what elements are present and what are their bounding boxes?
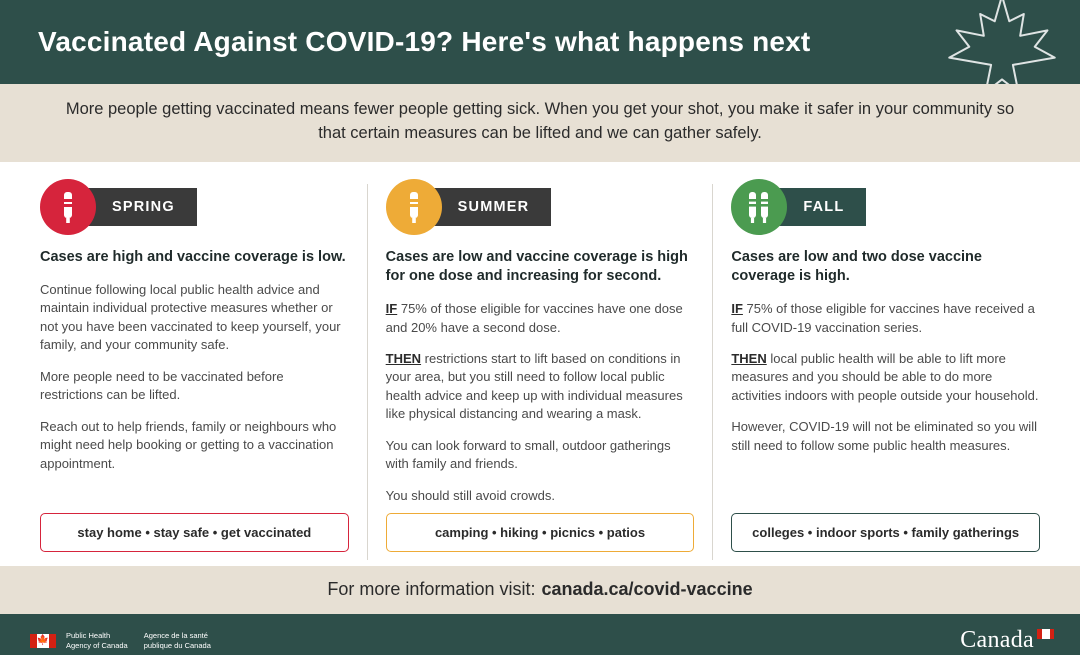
subhead-text: More people getting vaccinated means fewer people getting sick. When you get your shot, you make it safer in your community so that certain measures can be lifted and we can gather safely. — [65, 100, 1015, 142]
column-lede-fall: Cases are low and two dose vaccine coverage is high. — [731, 248, 982, 284]
paragraph-text: local public health will be able to lift more measures and you should be able to do more activities indoors with people outside your household. — [731, 351, 1039, 403]
column-lede-summer: Cases are low and vaccine coverage is high for one dose and increasing for second. — [385, 248, 688, 284]
season-label-spring: SPRING — [82, 188, 197, 226]
page-title: Vaccinated Against COVID-19? Here's what happens next — [38, 26, 811, 57]
column-paragraph: Reach out to help friends, family or neighbours who might need help booking or getting to a vaccination appointment. — [40, 418, 337, 471]
if-keyword: IF — [385, 301, 398, 317]
department-name-en: Public Health Agency of Canada — [66, 631, 128, 650]
column-paragraph: You should still avoid crowds. — [385, 487, 556, 503]
paragraph-text: 75% of those eligible for vaccines have one dose and 20% have a second dose. — [385, 301, 683, 335]
poster-header — [0, 0, 1080, 84]
then-keyword: THEN — [385, 351, 422, 366]
vaccine-syringe-icon — [386, 179, 442, 235]
canada-wordmark — [960, 627, 1054, 654]
column-paragraph — [386, 300, 695, 337]
if-keyword: IF — [731, 301, 743, 317]
column-paragraph: However, COVID-19 will not be eliminated so you will still need to follow some public health measures. — [731, 419, 1037, 453]
department-name-fr: Agence de la santé publique du Canada — [143, 631, 211, 650]
column-paragraph — [731, 300, 1040, 337]
column-paragraph — [731, 350, 1040, 405]
column-lede-spring: Cases are high and vaccine coverage is low. — [40, 248, 346, 265]
season-header-summer — [386, 184, 695, 230]
more-information-band — [0, 566, 1080, 614]
column-paragraph: You can look forward to small, outdoor gatherings with family and friends. — [385, 437, 671, 472]
season-header-spring — [40, 184, 349, 230]
season-label-summer: SUMMER — [428, 188, 552, 226]
department-signature — [66, 631, 211, 650]
paragraph-text: 75% of those eligible for vaccines have received a full COVID-19 vaccination series. — [731, 301, 1035, 335]
double-vaccine-syringe-icon — [731, 179, 787, 235]
more-info-url[interactable]: canada.ca/covid-vaccine — [541, 579, 753, 600]
column-spring — [22, 184, 367, 560]
column-paragraph — [386, 350, 695, 424]
more-info-label: For more information visit: — [327, 579, 536, 600]
activities-pill-spring: stay home • stay safe • get vaccinated — [40, 513, 349, 552]
canada-flag-icon — [1037, 629, 1054, 639]
activities-pill-summer: camping • hiking • picnics • patios — [386, 513, 695, 552]
then-keyword: THEN — [731, 351, 767, 366]
footer-branding — [30, 631, 211, 650]
canada-flag-icon: 🍁 — [30, 634, 56, 648]
poster-footer — [0, 614, 1080, 655]
column-paragraph: Continue following local public health advice and maintain individual protective measures whether or not you have been vaccinated to keep yourself, your family, and your community safe. — [40, 281, 341, 353]
syringe-glyph — [745, 190, 773, 224]
column-fall — [712, 184, 1058, 560]
season-label-fall: FALL — [773, 188, 866, 226]
paragraph-text: restrictions start to lift based on conditions in your area, but you still need to follow local public health advice and keep up with individual measures like physical distancing and wearing a mask. — [385, 351, 683, 422]
maple-leaf-outline-icon — [942, 0, 1062, 84]
column-summer — [367, 184, 713, 560]
syringe-glyph — [403, 190, 425, 224]
column-paragraph: More people need to be vaccinated before restrictions can be lifted. — [40, 368, 284, 403]
activities-pill-fall: colleges • indoor sports • family gatherings — [731, 513, 1040, 552]
season-columns — [0, 162, 1080, 566]
wordmark-text: Canada — [960, 627, 1034, 654]
vaccine-syringe-icon — [40, 179, 96, 235]
season-header-fall — [731, 184, 1040, 230]
poster-subhead — [0, 84, 1080, 162]
syringe-glyph — [57, 190, 79, 224]
